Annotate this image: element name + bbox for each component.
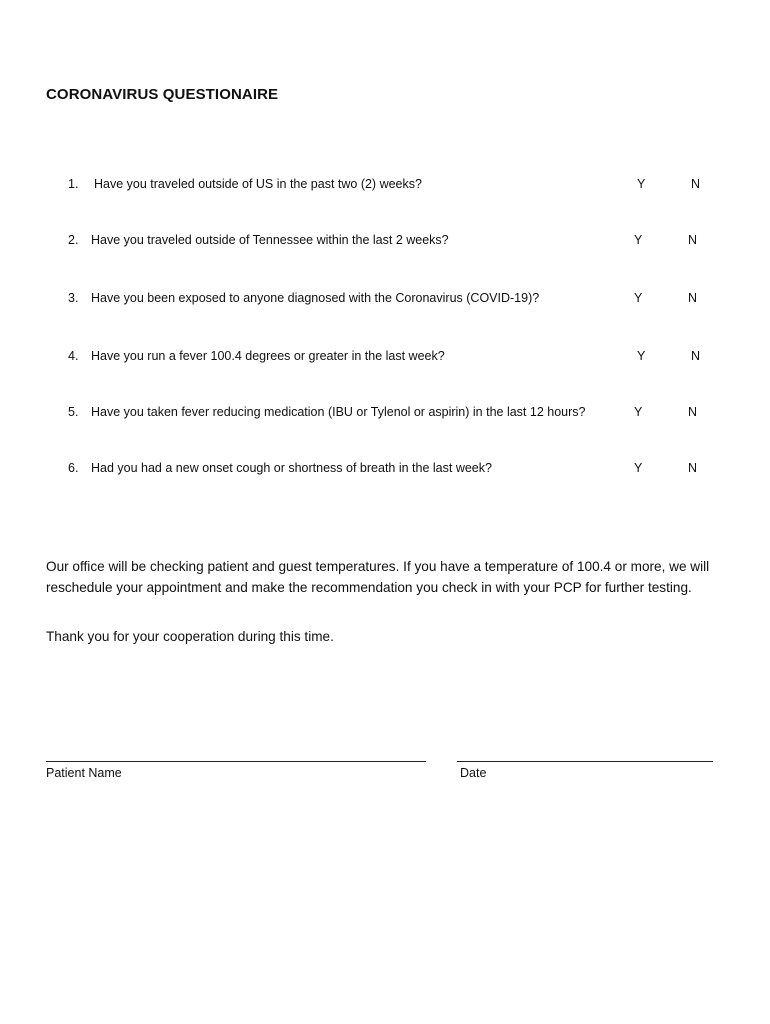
question-row [0,233,770,253]
question-number: 1. [68,177,79,191]
question-row [0,291,770,311]
patient-name-line[interactable] [46,761,426,762]
yes-option[interactable]: Y [634,461,643,475]
yes-option[interactable]: Y [634,405,643,419]
no-option[interactable]: N [688,233,698,247]
question-text: Have you traveled outside of US in the past two (2) weeks? [94,177,422,191]
question-number: 3. [68,291,79,305]
question-row [0,405,770,425]
question-text: Have you been exposed to anyone diagnosed with the Coronavirus (COVID-19)? [91,291,540,305]
question-text: Have you taken fever reducing medication (IBU or Tylenol or aspirin) in the last 12 hours? [91,405,586,419]
date-label: Date [460,766,487,780]
question-row [0,177,770,197]
date-line[interactable] [457,761,713,762]
no-option[interactable]: N [688,405,698,419]
question-row [0,461,770,481]
no-option[interactable]: N [688,461,698,475]
page-title: CORONAVIRUS QUESTIONAIRE [46,86,279,103]
question-text: Had you had a new onset cough or shortness of breath in the last week? [91,461,492,475]
question-row [0,349,770,369]
question-text: Have you run a fever 100.4 degrees or greater in the last week? [91,349,445,363]
question-number: 5. [68,405,79,419]
no-option[interactable]: N [691,349,701,363]
question-number: 2. [68,233,79,247]
question-number: 6. [68,461,79,475]
yes-option[interactable]: Y [637,349,646,363]
yes-option[interactable]: Y [634,291,643,305]
yes-option[interactable]: Y [634,233,643,247]
patient-name-label: Patient Name [46,766,122,780]
thank-you-note: Thank you for your cooperation during this time. [46,629,334,644]
no-option[interactable]: N [688,291,698,305]
yes-option[interactable]: Y [637,177,646,191]
question-text: Have you traveled outside of Tennessee within the last 2 weeks? [91,233,449,247]
question-number: 4. [68,349,79,363]
no-option[interactable]: N [691,177,701,191]
temperature-notice: Our office will be checking patient and guest temperatures. If you have a temperature of 100.4 or more, we will reschedule your appointment and make the recommendation you check in with your PCP for further testing. [46,559,710,595]
